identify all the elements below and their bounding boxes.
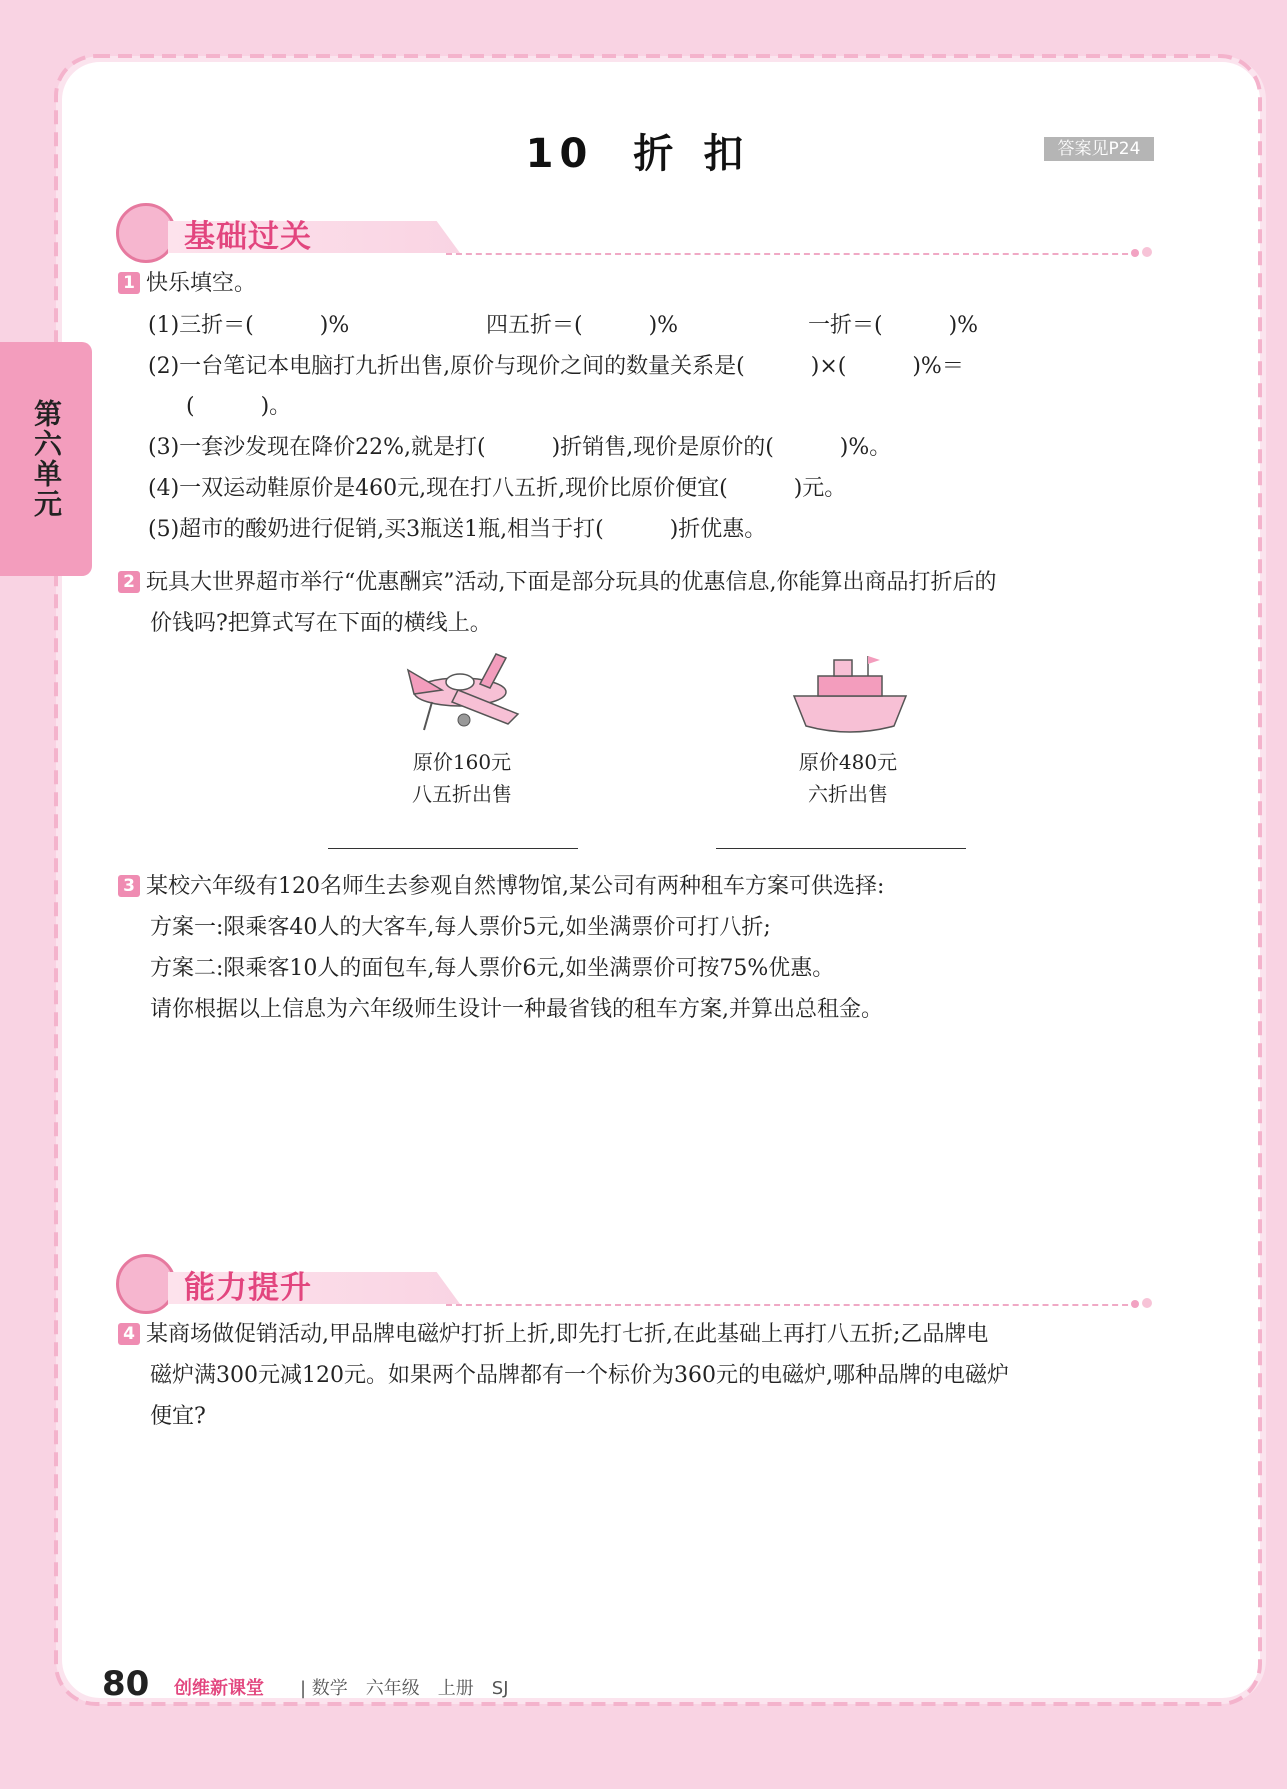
toy1-discount: 八五折出售 (412, 782, 512, 806)
q1-part1c: 一折＝( )% (808, 313, 979, 338)
q4-line3: 便宜? (150, 1404, 206, 1429)
title-char-1: 折 (633, 131, 680, 177)
q3-line1 (118, 872, 884, 902)
airplane-icon (398, 650, 528, 738)
page-number: 80 (102, 1664, 150, 1704)
q4-number: 4 (118, 1323, 140, 1345)
section-basic-label: 基础过关 (184, 219, 312, 255)
toy1-caption (362, 746, 562, 810)
q3-number: 3 (118, 875, 140, 897)
unit-tab (0, 342, 92, 576)
q1-part1a: (1)三折＝( )% (148, 313, 350, 338)
q4-line1 (118, 1320, 988, 1350)
section-advanced-header (116, 1254, 1156, 1310)
q1-part2a: (2)一台笔记本电脑打九折出售,原价与现价之间的数量关系是( )×( )%＝ (148, 354, 964, 379)
dots-icon (1130, 1296, 1156, 1310)
mascot-icon (116, 203, 176, 263)
footer-brand: 创维新课堂 (174, 1678, 264, 1699)
q4-line2: 磁炉满300元减120元。如果两个品牌都有一个标价为360元的电磁炉,哪种品牌的电磁炉 (150, 1363, 1009, 1388)
q1-part5: (5)超市的酸奶进行促销,买3瓶送1瓶,相当于打( )折优惠。 (148, 517, 767, 542)
q1-part3: (3)一套沙发现在降价22%,就是打( )折销售,现价是原价的( )%。 (148, 435, 892, 460)
toy2-discount: 六折出售 (808, 782, 888, 806)
q3-line4: 请你根据以上信息为六年级师生设计一种最省钱的租车方案,并算出总租金。 (150, 997, 883, 1022)
q1-heading (118, 264, 256, 304)
section-advanced-label: 能力提升 (184, 1270, 312, 1306)
ship-icon (790, 652, 910, 738)
q1-number: 1 (118, 272, 140, 294)
mascot-icon (116, 1254, 176, 1314)
q4-text1: 某商场做促销活动,甲品牌电磁炉打折上折,即先打七折,在此基础上再打八五折;乙品牌电 (146, 1322, 989, 1347)
section-basic-header (116, 203, 1156, 259)
q2-answer-line-2[interactable] (716, 848, 966, 849)
q3-line2: 方案一:限乘客40人的大客车,每人票价5元,如坐满票价可打八折; (150, 915, 771, 940)
q2-line1 (118, 568, 996, 598)
q2-answer-line-1[interactable] (328, 848, 578, 849)
unit-tab-label: 第六单元 (30, 399, 63, 519)
dashed-divider (446, 1304, 1138, 1306)
footer-info: | 数学 六年级 上册 SJ (300, 1678, 509, 1699)
q3-text1: 某校六年级有120名师生去参观自然博物馆,某公司有两种租车方案可供选择: (146, 874, 885, 899)
q3-line3: 方案二:限乘客10人的面包车,每人票价6元,如坐满票价可按75%优惠。 (150, 956, 835, 981)
toy2-price: 原价480元 (798, 750, 898, 774)
q2-text1: 玩具大世界超市举行“优惠酬宾”活动,下面是部分玩具的优惠信息,你能算出商品打折后的 (146, 570, 997, 595)
answer-reference-badge: 答案见P24 (1044, 137, 1154, 161)
q1-part2b: ( )。 (186, 394, 292, 419)
q2-line2: 价钱吗?把算式写在下面的横线上。 (150, 611, 492, 636)
dots-icon (1130, 245, 1156, 259)
lesson-number: 10 (525, 131, 594, 177)
dashed-divider (446, 253, 1138, 255)
toy2-caption (748, 746, 948, 810)
toy1-price: 原价160元 (412, 750, 512, 774)
q2-number: 2 (118, 571, 140, 593)
q1-title: 快乐填空。 (146, 271, 257, 296)
title-char-2: 扣 (703, 131, 750, 177)
q1-part4: (4)一双运动鞋原价是460元,现在打八五折,现价比原价便宜( )元。 (148, 476, 847, 501)
q1-part1b: 四五折＝( )% (486, 313, 679, 338)
